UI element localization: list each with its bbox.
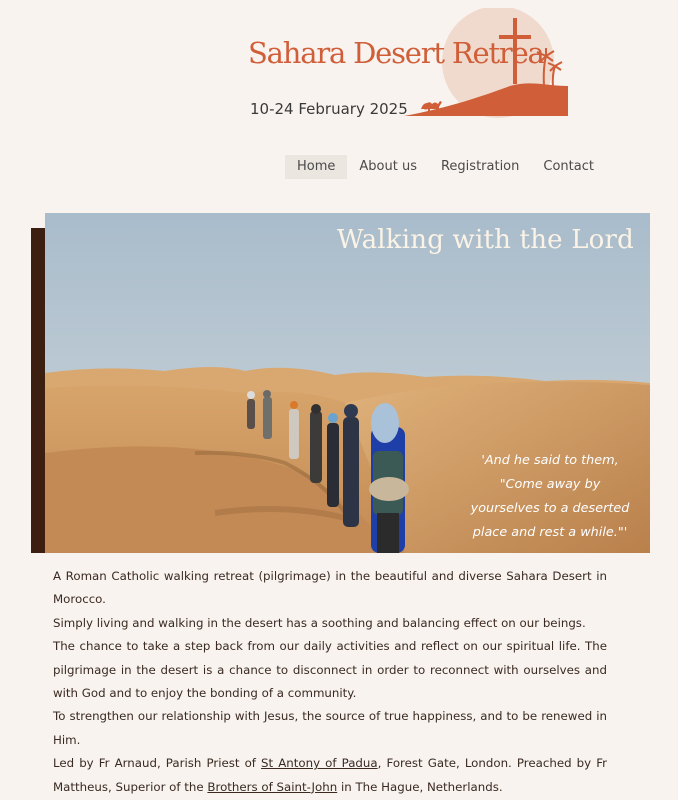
nav-home[interactable]: Home: [285, 155, 347, 179]
preacher-text: , Forest Gate, London. Preached by Fr Mattheus, Superior of the: [53, 756, 607, 794]
retreat-dates: 10-24 February 2025: [250, 100, 408, 118]
hero-quote: 'And he said to them, "Come away by yourselves to a deserted place and rest a while."': [470, 453, 630, 540]
intro-paragraph-3: The chance to take a step back from our daily activities and reflect on our spiritual life. The pilgrimage in the desert is a chance to disconnect in order to reconnect with ourselves and with God and to enjoy the bonding of a community.: [53, 639, 607, 701]
nav-registration[interactable]: Registration: [440, 159, 520, 174]
leader-text: Led by Fr Arnaud, Parish Priest of: [53, 756, 262, 771]
hero-banner: [45, 213, 650, 553]
location-text: in The Hague, Netherlands.: [337, 779, 503, 794]
link-st-antony-of-padua[interactable]: St Antony of Padua: [261, 756, 378, 771]
main-nav: [285, 155, 606, 179]
intro-text: [53, 565, 607, 799]
site-title: Sahara Desert Retrea: [248, 36, 544, 70]
link-brothers-of-saint-john[interactable]: Brothers of Saint-John: [207, 779, 338, 794]
nav-contact[interactable]: Contact: [543, 159, 594, 174]
site-logo[interactable]: [248, 8, 578, 120]
hero-title: Walking with the Lord: [336, 225, 634, 255]
hero-accent-bar: [31, 228, 45, 553]
intro-paragraph-4: To strengthen our relationship with Jesus, the source of true happiness, and to be renewed in Him.: [53, 709, 607, 747]
intro-paragraph-5: [53, 752, 607, 799]
intro-paragraph-1: A Roman Catholic walking retreat (pilgrimage) in the beautiful and diverse Sahara Desert in Morocco.: [53, 569, 607, 607]
intro-paragraph-2: Simply living and walking in the desert has a soothing and balancing effect on our beings.: [53, 615, 586, 630]
nav-about-us[interactable]: About us: [359, 159, 417, 174]
